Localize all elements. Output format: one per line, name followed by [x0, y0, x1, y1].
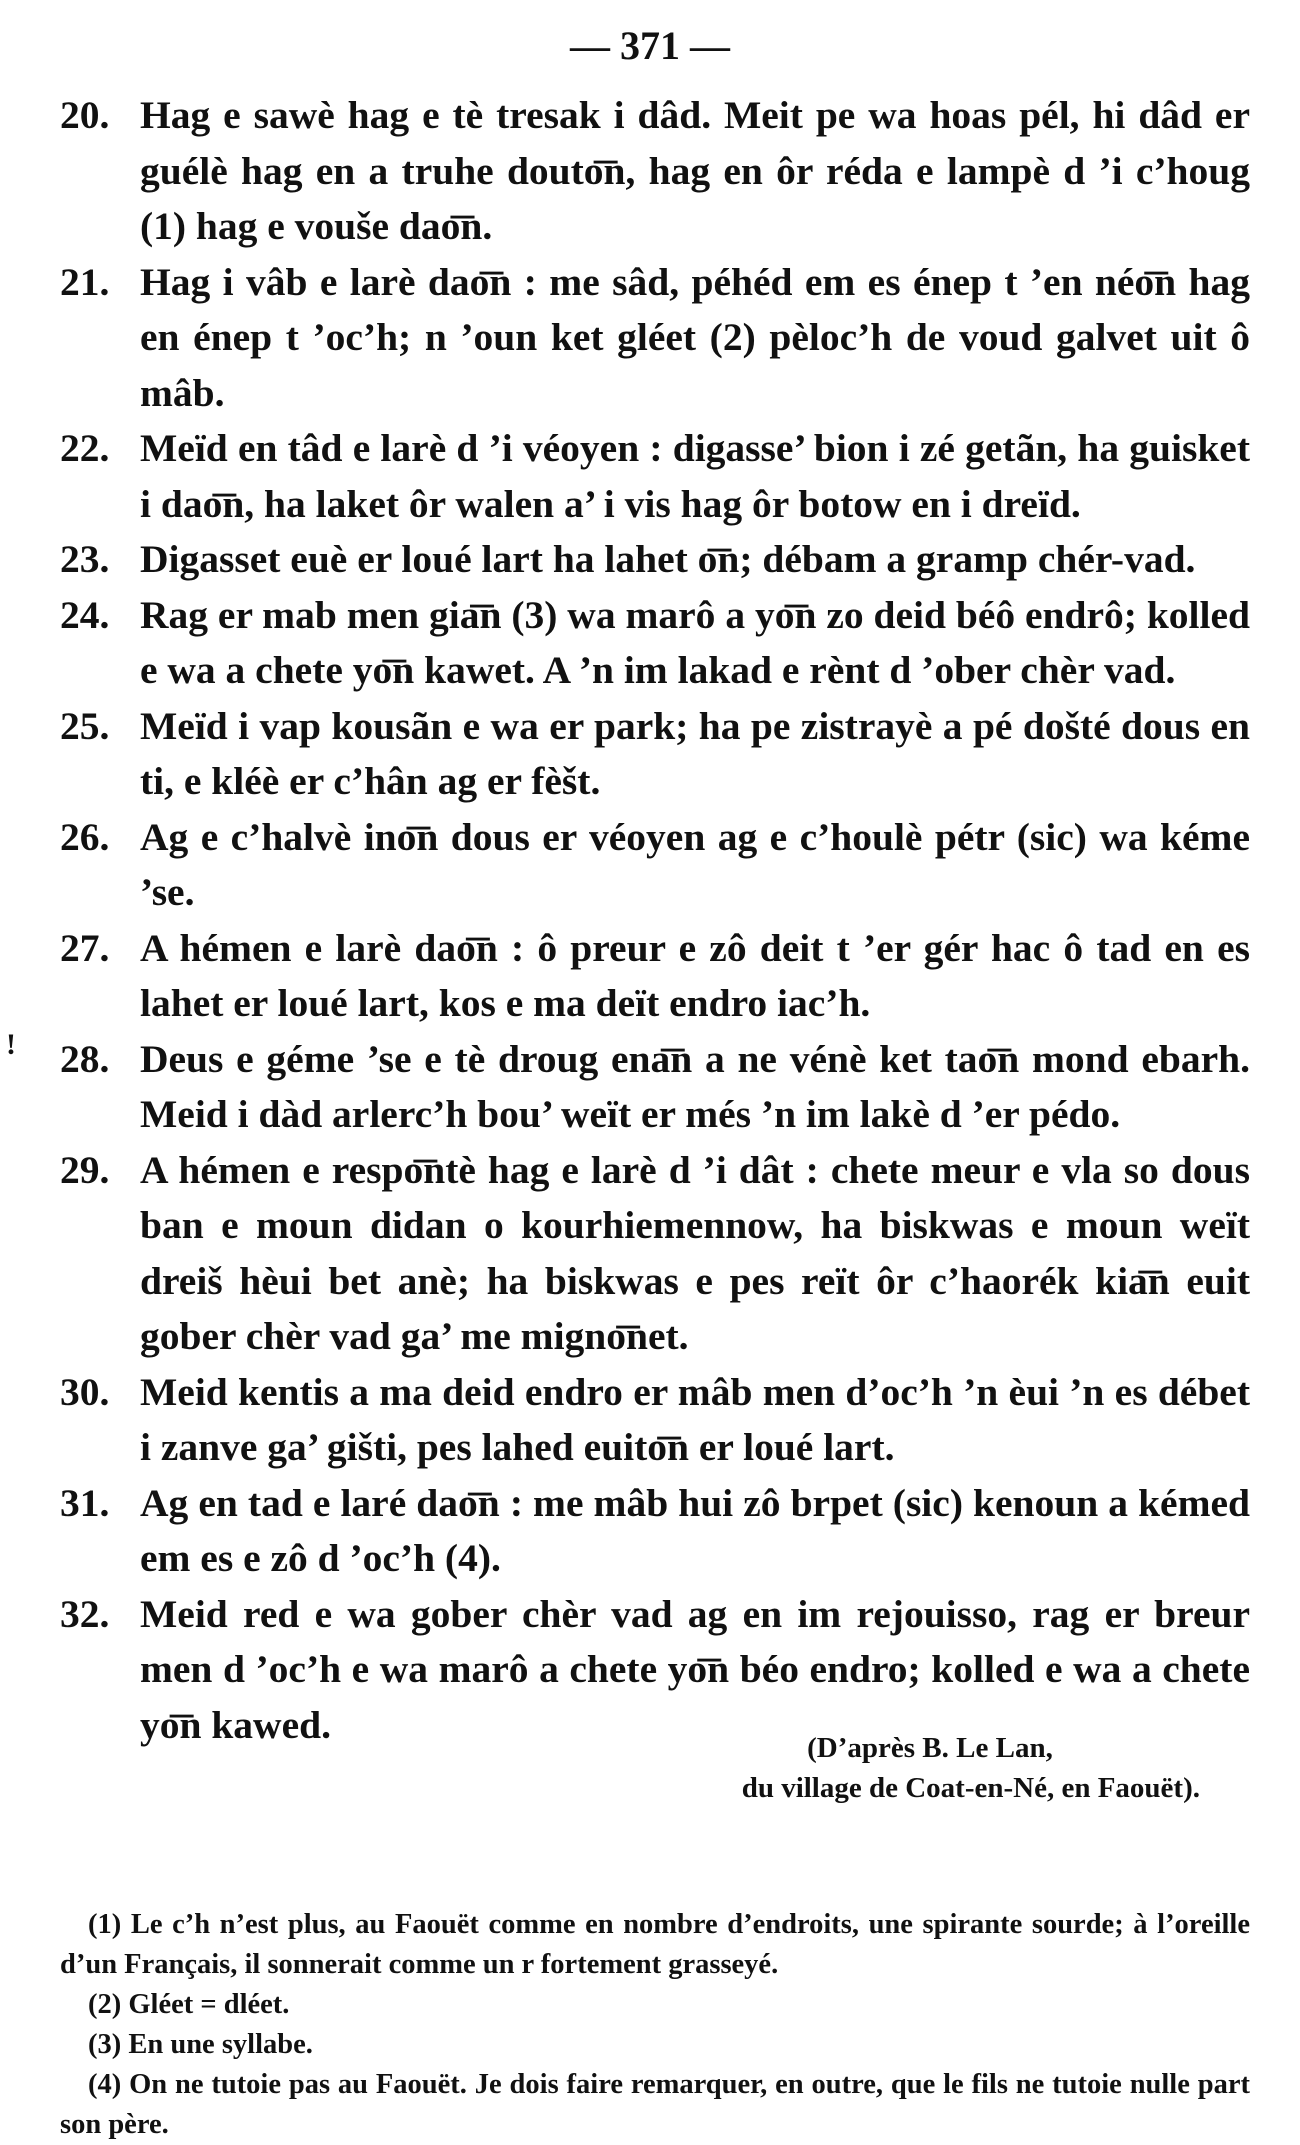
verse-text: Ag e c’halvè ino͞n dous er véoyen ag e c’houlè pétr (sic) wa kéme ’se.	[140, 814, 1250, 914]
verse-number: 24.	[60, 592, 110, 637]
verse-number: 30.	[60, 1369, 110, 1414]
verse-text: A hémen e larè dao͞n : ô preur e zô deit t ’er gér hac ô tad en es lahet er loué lart, kos e ma deït endro iac’h.	[140, 925, 1250, 1025]
attribution	[620, 1728, 1200, 1808]
verse-number: 23.	[60, 537, 110, 581]
attribution-author: (D’après B. Le Lan,	[807, 1732, 1053, 1764]
verse-text: Hag i vâb e larè dao͞n : me sâd, péhéd em es énep t ’en néo͞n hag en énep t ’oc’h; n ’oun ket gléet (2) pèloc’h de voud galvet uit ô mâb.	[140, 259, 1250, 415]
verse-22	[60, 421, 1250, 532]
footnote-4: (4) On ne tutoie pas au Faouët. Je dois faire remarquer, en outre, que le fils ne tutoie nulle part son père.	[60, 2069, 1250, 2140]
verse-number: 21.	[60, 259, 110, 304]
verse-31	[60, 1476, 1250, 1587]
verse-number: 20.	[60, 93, 110, 137]
verse-text: Digasset euè er loué lart ha lahet o͞n; débam a gramp chér-vad.	[140, 537, 1196, 581]
verse-text: Meïd i vap kousãn e wa er park; ha pe zistrayè a pé došté dous en ti, e kléè er c’hân ag er fèšt.	[140, 703, 1250, 803]
verse-number: 25.	[60, 703, 110, 748]
verse-number: 31.	[60, 1480, 110, 1525]
verse-text: Hag e sawè hag e tè tresak i dâd. Meit pe wa hoas pél, hi dâd er guélè hag en a truhe douto͞n, hag en ôr réda e lampè d ’i c’houg (1) hag e vouše dao͞n.	[140, 93, 1250, 248]
verse-23	[60, 532, 1250, 588]
verse-27	[60, 921, 1250, 1032]
verse-text: A hémen e respo͞ntè hag e larè d ’i dât : chete meur e vla so dous ban e moun didan o kourhiemennow, ha biskwas e moun weït dreiš hèui bet anè; ha biskwas e pes reït ôr c’haorék kia͞n euit gober chèr vad ga’ me migno͞net.	[140, 1147, 1250, 1358]
verse-30	[60, 1365, 1250, 1476]
page-number: — 371 —	[570, 23, 730, 68]
margin-mark: !	[6, 1028, 16, 1061]
verse-text: Deus e géme ’se e tè droug ena͞n a ne vénè ket tao͞n mond ebarh. Meid i dàd arlerc’h bou’ weït er més ’n im lakè d ’er pédo.	[140, 1036, 1250, 1136]
verse-24	[60, 588, 1250, 699]
footnotes	[60, 1905, 1250, 2145]
verse-number: 27.	[60, 925, 110, 970]
verse-list	[60, 88, 1250, 1753]
verse-number: 26.	[60, 814, 110, 859]
verse-text: Ag en tad e laré dao͞n : me mâb hui zô brpet (sic) kenoun a kémed em es e zô d ’oc’h (4).	[140, 1480, 1250, 1580]
verse-text: Rag er mab men gia͞n (3) wa marô a yo͞n zo deid béô endrô; kolled e wa a chete yo͞n kawet. A ’n im lakad e rènt d ’ober chèr vad.	[140, 592, 1250, 692]
attribution-place: du village de Coat-en-Né, en Faouët).	[741, 1772, 1200, 1804]
footnote-1: (1) Le c’h n’est plus, au Faouët comme en nombre d’endroits, une spirante sourde; à l’oreille d’un Français, il sonnerait comme un r fortement grasseyé.	[60, 1909, 1250, 1980]
footnote-2: (2) Gléet = dléet.	[88, 1989, 290, 2020]
verse-number: 32.	[60, 1591, 110, 1636]
footnote-3: (3) En une syllabe.	[88, 2029, 313, 2060]
verse-28	[60, 1032, 1250, 1143]
verse-number: 28.	[60, 1036, 110, 1081]
verse-25	[60, 699, 1250, 810]
verse-text: Meid kentis a ma deid endro er mâb men d’oc’h ’n èui ’n es débet i zanve ga’ gišti, pes lahed euito͞n er loué lart.	[140, 1369, 1250, 1469]
verse-text: Meïd en tâd e larè d ’i véoyen : digasse’ bion i zé getãn, ha guisket i dao͞n, ha laket ôr walen a’ i vis hag ôr botow en i dreïd.	[140, 426, 1250, 526]
verse-text: Meid red e wa gober chèr vad ag en im rejouisso, rag er breur men d ’oc’h e wa marô a chete yo͞n béo endro; kolled e wa a chete yo͞n kawed.	[140, 1591, 1250, 1747]
verse-number: 29.	[60, 1147, 110, 1192]
verse-29	[60, 1143, 1250, 1365]
verse-21	[60, 255, 1250, 422]
verse-number: 22.	[60, 426, 110, 470]
verse-26	[60, 810, 1250, 921]
verse-20	[60, 88, 1250, 255]
